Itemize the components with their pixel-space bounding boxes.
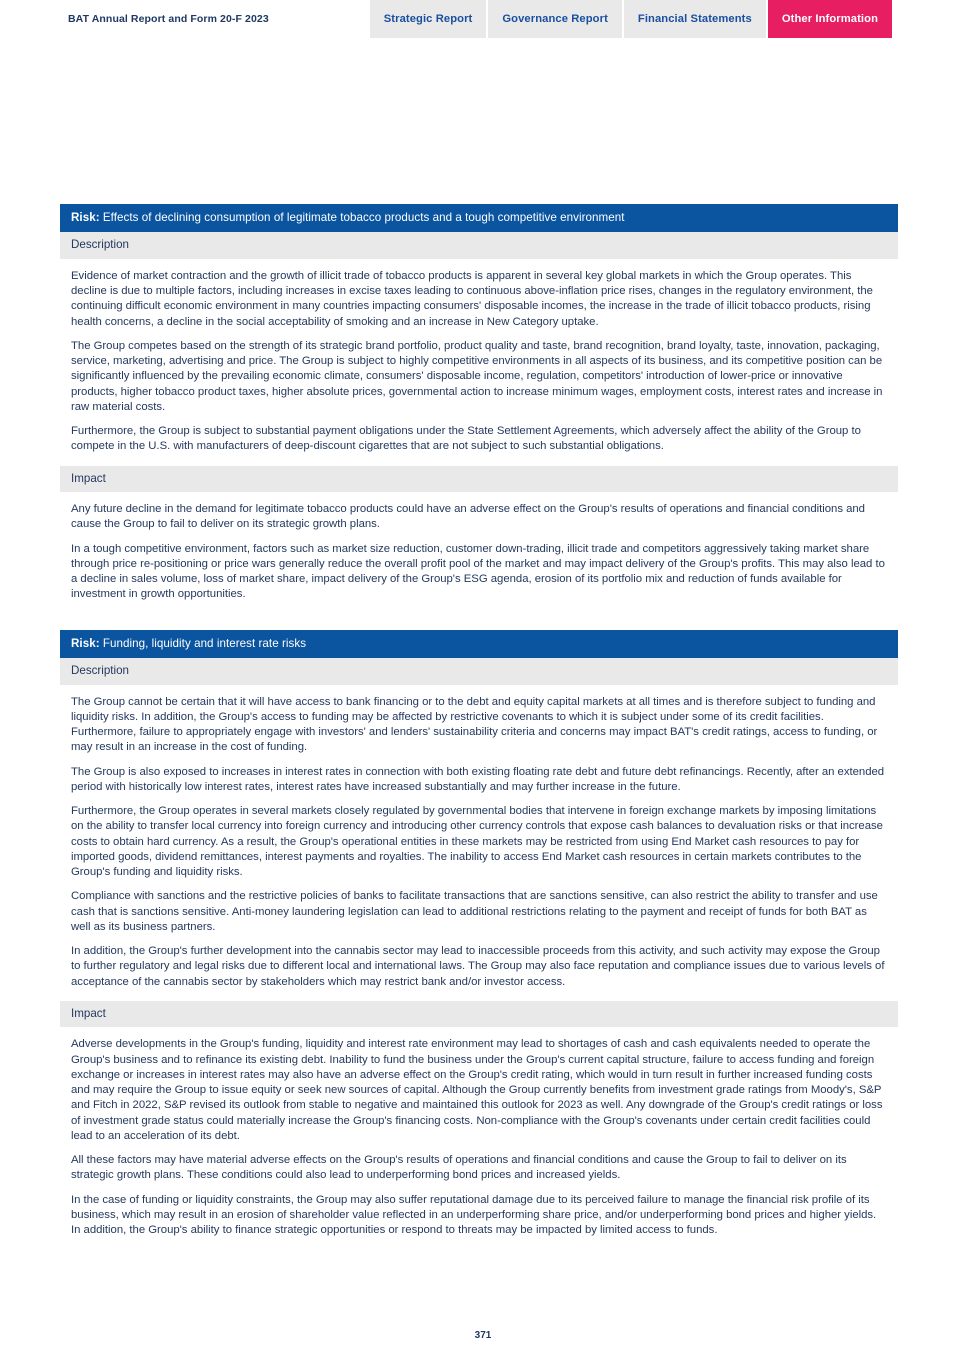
description-body bbox=[60, 259, 898, 466]
risk-title: Funding, liquidity and interest rate risks bbox=[102, 636, 307, 650]
tab-financial-statements[interactable]: Financial Statements bbox=[624, 0, 766, 38]
risk-title: Effects of declining consumption of legitimate tobacco products and a tough competitive environment bbox=[102, 211, 625, 224]
top-navigation-bar bbox=[0, 0, 966, 38]
section-divider-spacer bbox=[60, 614, 898, 630]
tab-governance-report[interactable]: Governance Report bbox=[488, 0, 622, 38]
paragraph: In a tough competitive environment, factors such as market size reduction, customer down-trading, illicit trade and competitors aggressively taking market share through price re-positioning or price wars generally reduce the overall profit pool of the market and may impact delivery of the Group's profits. This may also lead to a decline in sales volume, loss of market share, impact delivery of the Group's ESG agenda, erosion of its portfolio mix and reduction of funds available for investment in growth opportunities. bbox=[71, 542, 885, 601]
paragraph: The Group competes based on the strength of its strategic brand portfolio, product quality and taste, brand recognition, brand loyalty, taste, innovation, packaging, service, marketing, advertising and price. The Group is subject to highly competitive environments in all aspects of its business, and its competitive position can be significantly influenced by the prevailing economic climate, consumers' disposable income, regulation, competitors' introduction of lower-price or innovative products, higher tobacco product taxes, higher absolute prices, governmental action to increase minimum wages, employment costs, interest rates and increase in raw material costs. bbox=[71, 339, 883, 413]
paragraph: Adverse developments in the Group's funding, liquidity and interest rate environment may lead to shortages of cash and cash equivalents needed to operate the Group's business and to refinance its existing debt. Inability to fund the business under the Group's current capital structure, failure to access funding and foreign exchange or increases in interest rates may also have an adverse effect on the Group's credit rating, which would in turn result in further increased funding costs and may require the Group to issue equity or seek new sources of capital. Although the Group currently benefits from investment grade ratings from Moody's, S&P and Fitch in 2022, S&P revised its outlook from stable to negative and maintained this outlook for 2023 as well. Any downgrade of the Group's credit ratings or loss of investment grade status could materially increase the Group's financing costs. Non-compliance with the Group's covenants under certain credit facilities could lead to an acceleration of its debt. bbox=[71, 1038, 883, 1142]
description-subheading: Description bbox=[60, 232, 898, 258]
paragraph: The Group is also exposed to increases in interest rates in connection with both existing floating rate debt and future debt refinancings. Recently, after an extended period with historically low interest rates, interest rates have increased substantially and may further increase in the future. bbox=[71, 765, 885, 793]
tab-strategic-report[interactable]: Strategic Report bbox=[370, 0, 487, 38]
section-tab-list bbox=[370, 0, 892, 38]
paragraph: Compliance with sanctions and the restrictive policies of banks to facilitate transactions that are sanctions sensitive, can also restrict the ability to transfer and use cash that is sanctions sensitive. Anti-money laundering legislation can lead to additional restrictions relating to the payment and receipt of funds for both BAT as well as its business partners. bbox=[71, 890, 878, 933]
risk-label: Risk: bbox=[71, 636, 100, 650]
paragraph: Furthermore, the Group is subject to substantial payment obligations under the State Settlement Agreements, which adversely affect the ability of the Group to compete in the U.S. with manufacturers of deep-discount cigarettes that are not subject to such substantial obligations. bbox=[71, 425, 861, 453]
page-content bbox=[60, 204, 898, 1249]
paragraph: In addition, the Group's further development into the cannabis sector may lead to inaccessible proceeds from this activity, and such activity may expose the Group to further regulatory and legal risks due to different local and international laws. The Group may also face reputation and compliance issues due to various levels of acceptance of the cannabis sector by stakeholders which may restrict bank and/or investor access. bbox=[71, 945, 885, 988]
description-body bbox=[60, 685, 898, 1001]
impact-subheading: Impact bbox=[60, 1001, 898, 1027]
tab-other-information[interactable]: Other Information bbox=[768, 0, 892, 38]
impact-subheading: Impact bbox=[60, 466, 898, 492]
paragraph: Any future decline in the demand for legitimate tobacco products could have an adverse effect on the Group's results of operations and financial conditions and cause the Group to fail to deliver on its strategic growth plans. bbox=[71, 503, 865, 531]
impact-body bbox=[60, 1027, 898, 1249]
paragraph: All these factors may have material adverse effects on the Group's results of operations and financial conditions and cause the Group to fail to deliver on its strategic growth plans. These conditions could also lead to underperforming bond prices and increased yields. bbox=[71, 1154, 847, 1182]
paragraph: The Group cannot be certain that it will have access to bank financing or to the debt and equity capital markets at all times and is therefore subject to funding and liquidity risks. In addition, the Group's access to funding may be affected by restrictive covenants to which it is subject under some of its credit facilities. Furthermore, failure to appropriately engage with investors' and lenders' sustainability criteria and concerns may impact BAT's credit ratings, access to funding, or may result in an increase in the cost of funding. bbox=[71, 695, 878, 754]
paragraph: Evidence of market contraction and the growth of illicit trade of tobacco products is apparent in several key global markets in which the Group operates. This decline is due to multiple factors, including increases in excise taxes leading to continuous above-inflation price rises, changes in the regulatory environment, the continuing difficult economic environment in many countries impacting consumers' disposable incomes, the increase in the trade of illicit tobacco products, rising health concerns, a decline in the social acceptability of smoking and an increase in New Category uptake. bbox=[71, 269, 873, 328]
impact-body bbox=[60, 492, 898, 614]
report-brand-title: BAT Annual Report and Form 20-F 2023 bbox=[68, 13, 269, 25]
risk-block-funding-liquidity bbox=[60, 630, 898, 1250]
page-number: 371 bbox=[474, 1330, 492, 1341]
paragraph: Furthermore, the Group operates in several markets closely regulated by governmental bodies that intervene in foreign exchange markets by imposing limitations on the ability to transfer local currency into foreign currency and introducing other currency controls that expose cash balances to devaluation risks or that increase costs to obtain hard currency. As a result, the Group's operational entities in these markets may be restricted from using End Market cash resources to pay for imported goods, dividend remittances, interest payments and royalties. The inability to access End Market cash resources in certain markets contributes to the Group's funding and liquidity risks. bbox=[71, 805, 883, 879]
risk-label: Risk: bbox=[71, 211, 100, 224]
paragraph: In the case of funding or liquidity constraints, the Group may also suffer reputational damage due to its perceived failure to manage the financial risk profile of its business, which may result in an erosion of shareholder value reflected in an underperforming share price, and/or underperforming bond prices and higher yields. In addition, the Group's ability to finance strategic opportunities or respond to threats may be impacted by limited access to funds. bbox=[71, 1193, 877, 1237]
risk-header-bar bbox=[60, 204, 898, 232]
risk-header-bar bbox=[60, 630, 898, 658]
risk-block-declining-consumption bbox=[60, 204, 898, 614]
description-subheading: Description bbox=[60, 658, 898, 684]
